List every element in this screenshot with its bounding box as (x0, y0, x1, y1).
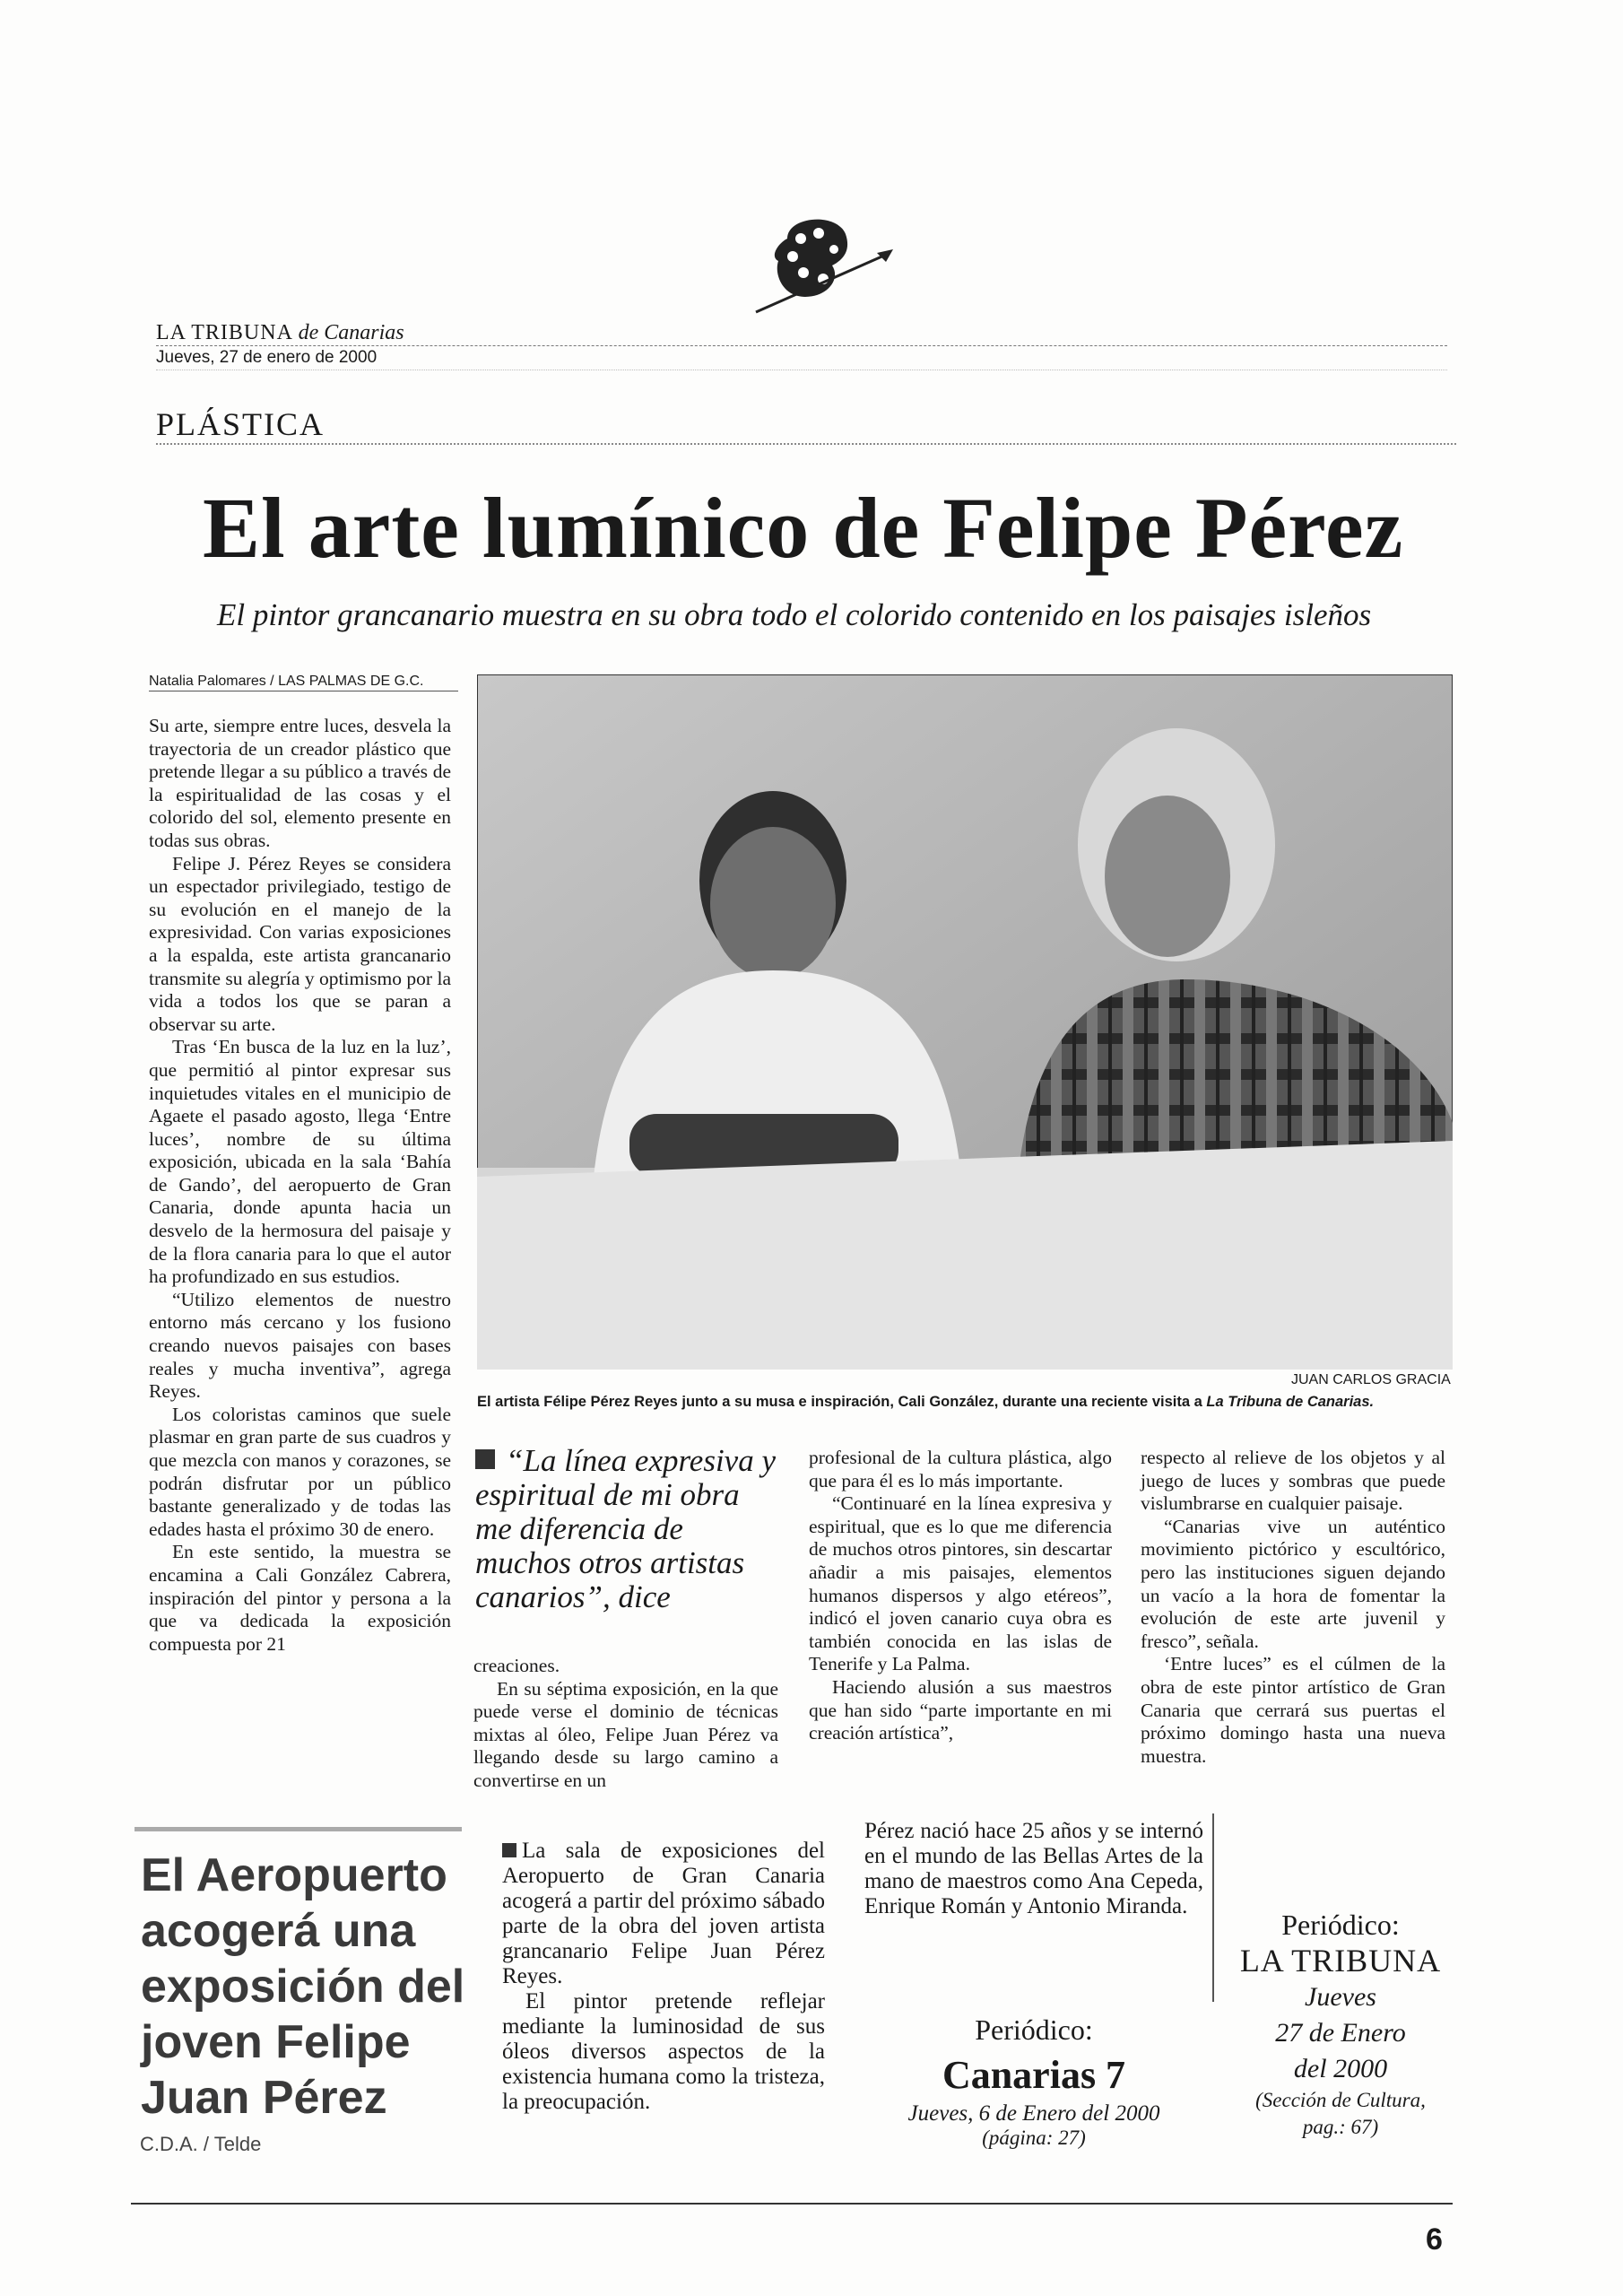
article-subhead: El pintor grancanario muestra en su obra todo el colorido contenido en los paisajes isleños (217, 597, 1372, 632)
source-name: Canarias 7 (942, 2053, 1126, 2097)
clipping-body-2: Pérez nació hace 25 años y se internó en el mundo de las Bellas Artes de la mano de maestros como Ana Cepeda, Enrique Román y Antonio Miranda. (864, 1819, 1203, 1918)
paragraph: La sala de exposiciones del Aeropuerto de Gran Canaria acogerá a partir del próximo sábado parte de la obra del joven artista grancanario Felipe Juan Pérez Reyes. (502, 1839, 825, 1988)
paragraph: Felipe J. Pérez Reyes se considera un espectador privilegiado, testigo de su evolución en el manejo de la expresividad. Con varias exposiciones a la espalda, este artista grancanario transmite su alegría y optimismo por la vida a todos los que se paran a observar su arte. (149, 852, 451, 1035)
paragraph: El pintor pretende reflejar mediante la luminosidad de sus óleos diversos aspectos de la existencia humana como la tristeza, la preocupación. (502, 1989, 825, 2114)
article-column-4 (1141, 1447, 1445, 1768)
clipping-source (864, 2013, 1203, 2150)
masthead-date: Jueves, 27 de enero de 2000 (156, 348, 378, 367)
masthead-rule (156, 345, 1447, 346)
paragraph: profesional de la cultura plástica, algo que para él es lo más importante. (809, 1447, 1112, 1492)
source-date-line: Jueves (1305, 1982, 1376, 2012)
paragraph: Su arte, siempre entre luces, desvela la trayectoria de un creador plástico que pretende llegar a su público a través de la espiritualidad de las cosas y el colorido del sol, elemento presente en todas sus obras. (149, 715, 451, 851)
square-bullet-icon (475, 1449, 495, 1469)
paragraph: ‘Entre luces” es el cúlmen de la obra de este pintor artístico de Gran Canaria que cerrará sus puertas el próximo domingo hasta una nueva muestra. (1141, 1653, 1445, 1767)
paragraph: Haciendo alusión a sus maestros que han sido “parte importante en mi creación artística”, (809, 1675, 1112, 1744)
paragraph: “Canarias vive un auténtico movimiento pictórico y escultórico, pero las instituciones siguen dejando un vacío a la hora de fomentar la evolución de este arte juvenil y fresco”, señala. (1141, 1515, 1445, 1652)
page-number: 6 (1426, 2222, 1443, 2257)
clipping-headline: El Aeropuerto acogerá una exposición del joven Felipe Juan Pérez (141, 1849, 465, 2124)
photo-credit: JUAN CARLOS GRACIA (1291, 1372, 1451, 1387)
article-column-2 (473, 1655, 778, 1793)
palette-brush-icon (751, 212, 895, 319)
section-title: PLÁSTICA (156, 406, 325, 442)
source-label: Periódico: (975, 2013, 1093, 2046)
source-date-line: del 2000 (1293, 2054, 1388, 2083)
paragraph: “Continuaré en la línea expresiva y espiritual, que es lo que me diferencia de muchos otros pintores, sin descartar añadir a mis paisajes, elementos humanos dispersos y algo etéreos”, indicó el joven canario cuya obra es también conocida en las islas de Tenerife y La Palma. (809, 1492, 1112, 1675)
masthead-paper-name: LA TRIBUNA de Canarias (156, 321, 404, 344)
source-section-line: pag.: 67) (1302, 2116, 1379, 2138)
paragraph: respecto al relieve de los objetos y al juego de luces y sombras que puede vislumbrarse en cualquier paisaje. (1141, 1447, 1445, 1515)
source-name: LA TRIBUNA (1239, 1943, 1442, 1979)
paragraph: creaciones. (473, 1655, 560, 1676)
paragraph: “Utilizo elementos de nuestro entorno más cercano y los fusiono creando nuevos paisajes con bases reales y mucha inventiva”, agrega Reyes. (149, 1288, 451, 1403)
paragraph: En su séptima exposición, en la que puede verse el dominio de técnicas mixtas al óleo, Felipe Juan Pérez va llegando desde su largo camino a convertirse en un (473, 1677, 778, 1791)
clipping-body (502, 1839, 825, 2115)
source-label: Periódico: (1281, 1909, 1400, 1941)
source-date-line: 27 de Enero (1275, 2018, 1406, 2048)
article-column-3 (809, 1447, 1112, 1745)
source-date: Jueves, 6 de Enero del 2000 (907, 2101, 1160, 2126)
section-rule (156, 443, 1456, 445)
article-byline: Natalia Palomares / LAS PALMAS DE G.C. (149, 674, 424, 689)
article-headline: El arte lumínico de Felipe Pérez (203, 480, 1404, 576)
article-photo (477, 674, 1453, 1370)
article-column-1 (149, 715, 451, 1656)
paragraph: En este sentido, la muestra se encamina a Cali González Cabrera, inspiración del pintor y persona a la que va dedicada la exposición compuesta por 21 (149, 1541, 451, 1655)
footer-rule (131, 2203, 1453, 2205)
clipping-column-rule (1212, 1813, 1214, 2002)
paragraph: Los coloristas caminos que suele plasmar en gran parte de sus cuadros y que mezcla con manos y corazones, se podrán disfrutar por un público bastante generalizado y de todas las edades hasta el próximo 30 de enero. (149, 1403, 451, 1540)
paragraph: Tras ‘En busca de la luz en la luz’, que permitió al pintor expresar sus inquietudes vitales en el municipio de Agaete el pasado agosto, llega ‘Entre luces’, nombre de su última exposición, ubicada en la sala ‘Bahía de Gando’, del aeropuerto de Gran Canaria, donde apunta hacia un desvelo de la hermosura del paisaje y de la flora canaria para lo que el autor ha profundizado en sus estudios. (149, 1036, 451, 1288)
photo-caption: El artista Félipe Pérez Reyes junto a su musa e inspiración, Cali González, durante una reciente visita a La Tribuna de Canarias. (477, 1394, 1375, 1410)
source-section-line: (Sección de Cultura, (1255, 2089, 1426, 2111)
main-source (1219, 1909, 1462, 2141)
square-bullet-icon (502, 1843, 516, 1857)
pull-quote: “La línea expresiva y espiritual de mi obra me diferencia de muchos otros artistas canarios”, dice (475, 1443, 777, 1614)
source-page: (página: 27) (982, 2126, 1086, 2149)
clipping-rule (135, 1827, 462, 1831)
clipping-byline: C.D.A. / Telde (140, 2133, 262, 2155)
